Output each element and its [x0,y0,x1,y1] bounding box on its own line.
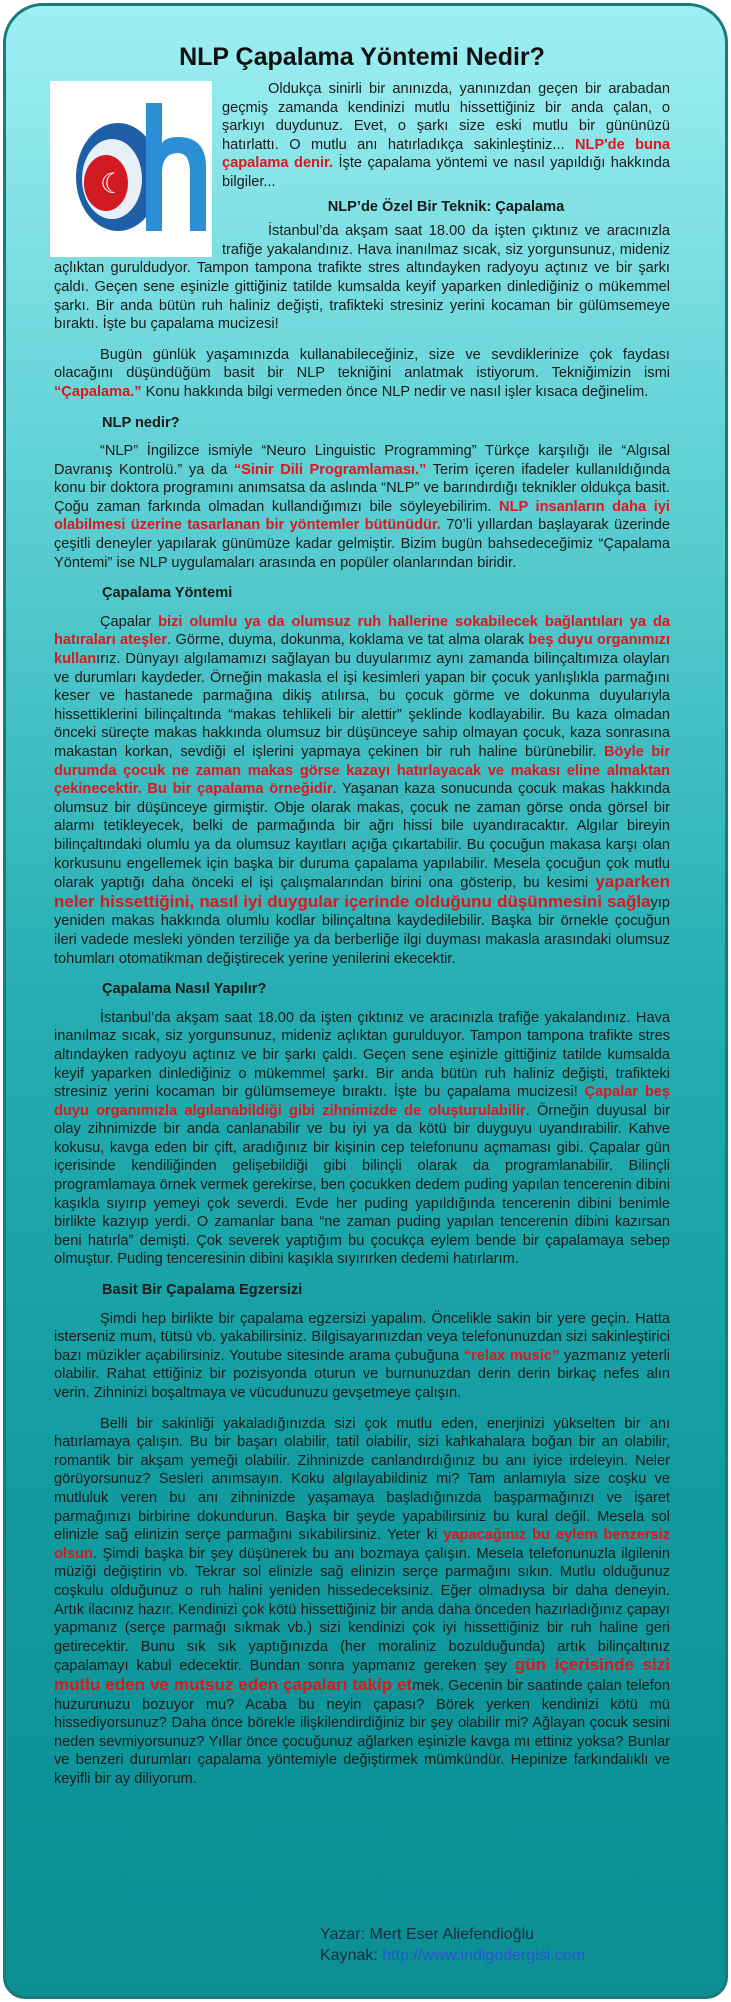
source-label: Kaynak: [320,1947,383,1964]
page-title: NLP Çapalama Yöntemi Nedir? [179,43,545,71]
paragraph-exercise-1: Şimdi hep birlikte bir çapalama egzersizi yapalım. Öncelikle sakin bir yere geçin. Hatta isterseniz mum, tütsü vb. yakabilirsiniz. Bilgisayarınızdan veya telefonunuzdan sizi sakinleştirici bazı müzikler açabilirsiniz. Youtube sitesinde arama çubuğuna “relax music” yazmanız yeterli olabilir. Rahat ettiğiniz bir pozisyonda oturun ve burnunuzdan derin derin birkaç nefes alın verin. Zihninizi boşaltmaya ve vücudunuzu gevşetmeye çalışın. [54,1310,670,1401]
paragraph-exercise-2: Belli bir sakinliği yakaladığınızda sizi çok mutlu eden, enerjinizi yükselten bir anı hatırlamaya çalışın. Bu bir başarı olabilir, tatil olabilir, sizi kahkahalara boğan bir an olabilir, romantik bir akşam yemeği olabilir. Zihninizde canlandırdığınız bu anı iyice irdeleyin. Neler görüyorsunuz? Sesleri anımsayın. Koku algılayabildiniz mi? Tam anlamıyla size coşku ve mutluluk veren bu anı zihninizde yaşamaya başladığınızda başparmağınızı ve işaret parmağınızı birbirine dokundurun. Başka bir şeyde yapabilirsiniz bu kural değil. Mesela sol elinizle sağ elinizin serçe parmağını sıkabilirsiniz. Yeter ki yapacağınız bu eylem benzersiz olsun. Şimdi başka bir şey düşünerek bu anı bozmaya çalışın. Mesela telefonunuzla ilgilenin müziği değiştirin vb. Tekrar sol elinizle sağ elinizin serçe parmağını sıkın. Mutlu olduğunuz coşkulu olduğunuz o ruh halini yeniden hissedeceksiniz. Eğer olmadıysa bir daha deneyin. Artık ilacınız hazır. Kendinizi çok kötü hissettiğiniz bir anda daha önceden hazırladığınız çapayı yapmanız (serçe parmağı sıkmak vb.) sizi kendinizi çok iyi hissettiğiniz bir ruh haline geri getirecektir. Bunu sık sık yaptığınızda (her moraliniz bozulduğunda) artık bilinçaltınız çapalamayı kabul edecektir. Bundan sonra yapmanız gereken şey gün içerisinde sizi mutlu eden ve mutsuz eden çapaları takip etmek. Gecenin bir saatinde çalan telefon huzurunuzu bozuyor mu? Acaba bu neyin çapası? Börek yerken kendinizi kötü mü hissediyorsunuz? Daha önce börekle ilişkilendirdiğiniz bir şey olabilir mi? Ağlayan çocuk sesini neden sevmiyorsunuz? Yıllar önce çocuğunuz ağlarken eşinizle kavga mı ettiniz yoksa? Bunlar ve benzeri durumları çapalama yöntemiyle değiştirmek mümkündür. Hepinize farkındalıklı ve keyifli bir ay diliyorum. [54,1415,671,1787]
paragraph-evening: İstanbul’da akşam saat 18.00 da işten çıktınız ve aracınızla trafiğe yakalandınız. Hava inanılmaz sıcak, siz yorgunsunuz, mideniz açlıktan guruldudyor. Tampon tampona trafikte stres altındayken radyoyu açtınız ve bir şarkı çaldı. Geçen sene eşinizle gittiğiniz tatilde kumsalda keyif yaparken dinlediğiniz o mükemmel şarkı. Bir anda bütün ruh haliniz değişti, trafikteki stresiniz yerini kocaman bir gülümsemeye bıraktı. İşte bu çapalama mucizesi! [54,223,670,333]
article-body [54,42,670,1788]
footer [320,1924,585,1966]
heading-method: Çapalama Yöntemi [102,585,233,602]
paragraph-today: Bugün günlük yaşamınızda kullanabileceğiniz, size ve sevdiklerinize çok faydası olacağını düşündüğüm basit bir NLP tekniğini anlatmak istiyorum. Tekniğimizin ismi “Çapalama.” Konu hakkında bilgi vermeden önce NLP nedir ve nasıl işler kısaca değinelim. [54,346,670,400]
intro-paragraph: Oldukça sinirli bir anınızda, yanınızdan geçen bir arabadan geçmiş zamanda kendinizi mutlu hissettiğiniz bir anda çalan, o şarkıyı duydunuz. Evet, o şarkı size eski mutlu bir gününüzü hatırlattı. O mutlu anı hatırladıkça sakinleştiniz... NLP'de buna çapalama denir. İşte çapalama yöntemi ve nasıl yapıldığı hakkında bilgiler... [222,81,671,190]
paragraph-method: Çapalar bizi olumlu ya da olumsuz ruh hallerine sokabilecek bağlantıları ya da hatıraları ateşler. Görme, duyma, dokunma, koklama ve tat alma olarak beş duyu organımızı kullanırız. Dünyayı algılamamızı sağlayan bu duyularımız aynı zamanda bilinçaltımıza olayları ve durumları kaydeder. Örneğin makasla el işi kesimleri yapan bir çocuk yanlışlıkla parmağını keser ve hastanede parmağına dikiş atılırsa, bu çocuk görme ve dokunma duyularıyla hissettiklerini bilinçaltında “makas tehlikeli bir alettir” şeklinde kodlayabilir. Bu kaza olmadan önceki süreçte makas hakkında olumsuz bir düşünceye sahip olmayan çocuk, kaza sonrasına makastan korkan, sevdiği el işlerini yapmaya çekinen bir ruh haline bürünebilir. Böyle bir durumda çocuk ne zaman makas görse kazayı hatırlayacak ve makası eline almaktan çekinecektir. Bu bir çapalama örneğidir. Yaşanan kaza sonucunda çocuk makas hakkında olumsuz bir düşünceye girmiştir. Obje olarak makas, çocuk ne zaman görse onda görsel bir alarmı tetikleyecek, belki de parmağında bir ağrı hissi bile uyandıracaktır. Algılar bireyin bilinçaltındaki olumlu ya da olumsuz kayıtları açığa çıkartabilir. Bu çocuğun makasa karşı olan korkusunu engellemek için başka bir duruma çapalama yapılabilir. Mesela çocuğun çok mutlu olarak yaptığı daha önceki el işi çalışmalarından birini ona gösterip, bu kesimi yaparken neler hissettiğini, nasıl iyi duygular içerinde olduğunu düşünmesini sağlayıp yeniden makas hakkında olumlu kodlar bilinçaltına kaydedilebilir. Başka bir örnekle çocuğun ileri vadede mesleki yönden terziliğe ya da berberliğe ilgi duyması makasla arasındaki olumsuz tohumları otomatikman değiştirecek yerine yenilerini ekecektir. [54,613,671,967]
heading-nlp: NLP nedir? [102,414,180,431]
svg-text:☾: ☾ [100,167,126,200]
paragraph-nlp: “NLP” İngilizce ismiyle “Neuro Linguistic Programming” Türkçe karşılığı ile “Algısal Davranış Kontrolü.” ya da “Sinir Dili Programlaması.” Terim içeren ifadeler kullanıldığında konu bir doktora programını anımsatsa da aslında “NLP” ve barındırdığı teknikler oldukça basit. Çoğu zaman farkında olmadan kullandığımızı bile söyleyebilirim. NLP insanların daha iyi olabilmesi üzerine tasarlanan bir yöntemler bütünüdür. 70’li yıllardan başlayarak üzerinde çeşitli deneyler yapılarak günümüze kadar gelmiştir. Bizim bugün bahsedeceğimiz “Çapalama Yöntemi” ise NLP uygulamaları arasında en popüler olanlarından biridir. [54,443,671,571]
author-line: Yazar: Mert Eser Aliefendioğlu [320,1926,535,1943]
heading-how: Çapalama Nasıl Yapılır? [102,981,267,998]
paragraph-how: İstanbul’da akşam saat 18.00 da işten çıktınız ve aracınızla trafiğe yakalandınız. Hava inanılmaz sıcak, siz yorgunsunuz, mideniz açlıktan gurulduyor. Tampon tampona trafikte stres altındayken radyoyu açtınız ve bir şarkı çaldı. Geçen sene eşinizle gittiğiniz tatilde kumsalda keyif yaparken dinlediğiniz o mükemmel şarkı. Bir anda bütün ruh haliniz değişti, trafikteki stresiniz yerini kocaman bir gülümsemeye bıraktı. İşte bu çapalama mucizesi! Çapalar beş duyu organımızla algılanabildiği gibi zihnimizde de oluşturulabilir. Örneğin duyusal bir olay zihnimizde bir anda canlanabilir ve bu iyi ya da kötü bir duyguyu uyandırabilir. Kahve kokusu, kavga eden bir çift, aradığınız bir kişinin cep telefonunu açmaması gibi. Çapalar gün içerisinde kendiliğinden gelişebildiği gibi bilinçli olarak da programlanabilir. Bilinçli programlamaya örnek vermek gerekirse, ben çocukken dedem puding yapılan tencerenin dibini kaşıkla sıyırıp yemeyi çok severdi. Evde her puding yapıldığında tencerenin dibini benimle birlikte kazıyıp yerdi. O zamanlar bana “ne zaman puding yapılan tencerenin dibini kazırsan beni hatırla” demişti. Çok severek yaptığım bu çocukça eylem bende bir çapalamaya sebep olmuştur. Puding tenceresinin dibini kaşıkla sıyırırken dedemi hatırlarım. [54,1009,670,1268]
article-frame [3,3,728,1999]
heading-exercise: Basit Bir Çapalama Egzersizi [102,1282,303,1299]
indigo-logo-icon [50,81,212,257]
subtitle: NLP’de Özel Bir Teknik: Çapalama [327,198,565,215]
source-link[interactable]: http://www.indigodergisi.com [382,1947,586,1964]
source-line [320,1945,585,1966]
